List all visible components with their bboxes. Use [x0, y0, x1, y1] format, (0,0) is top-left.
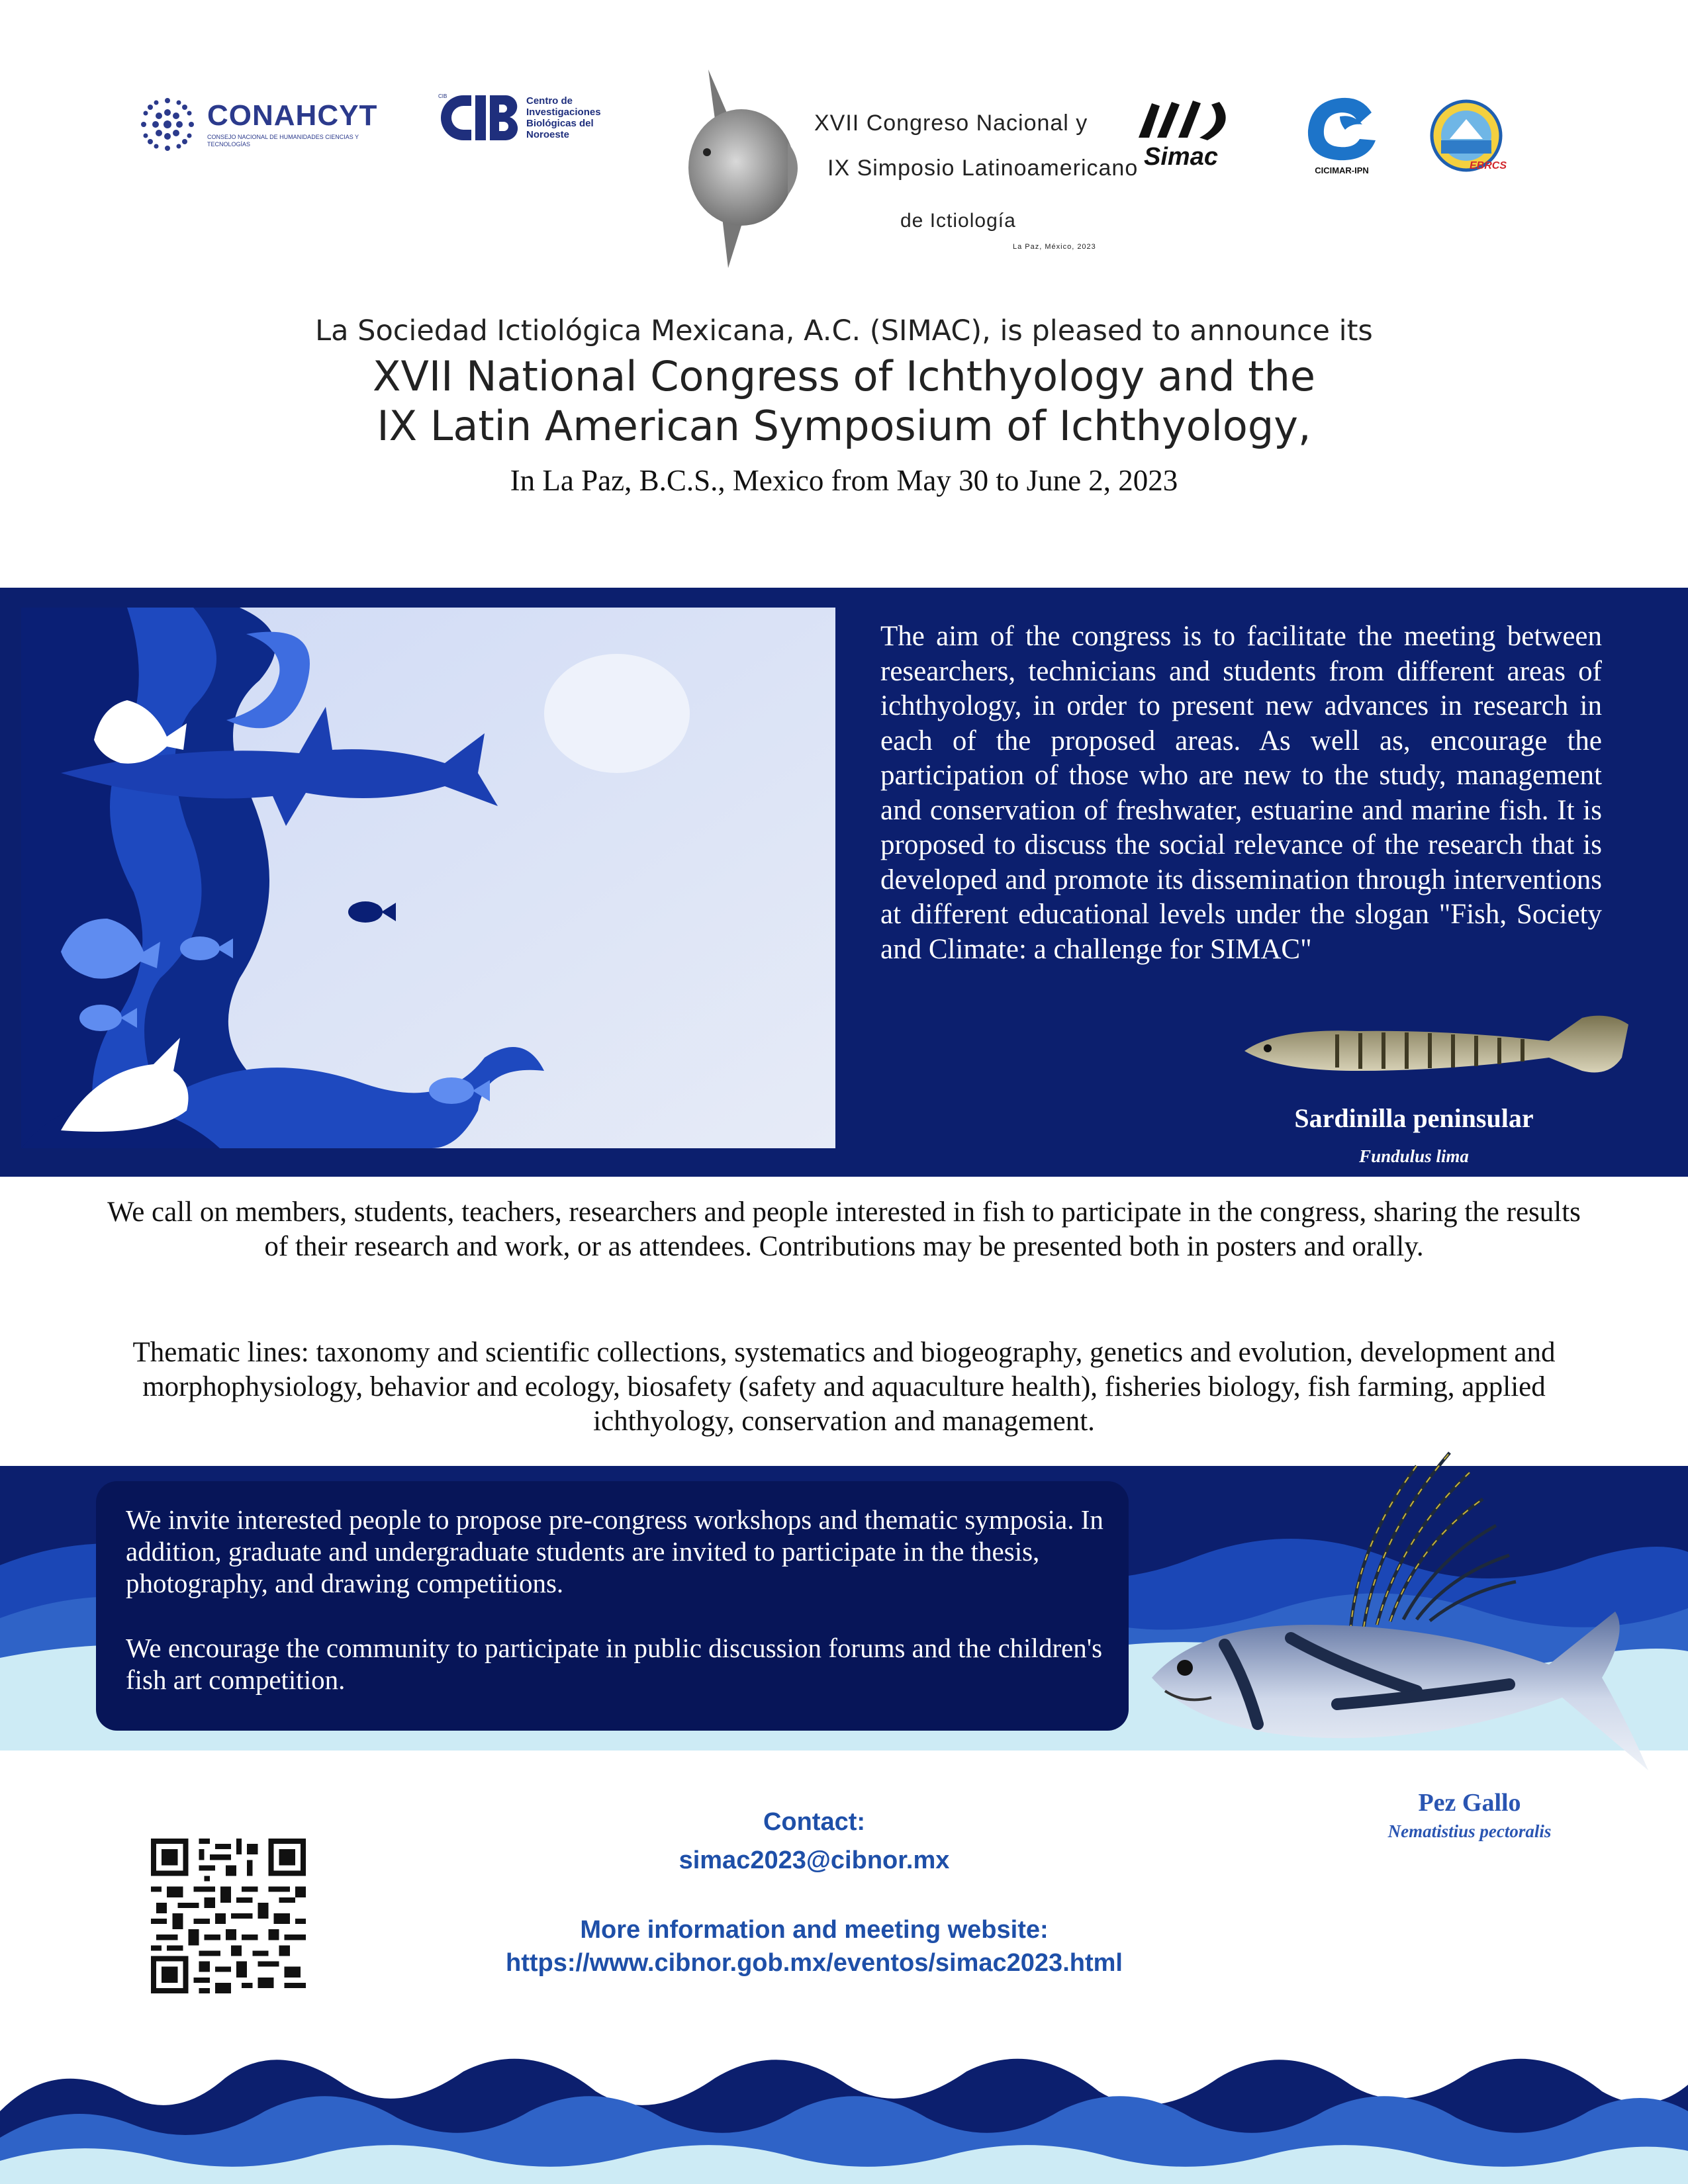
ebs-logo	[1430, 99, 1509, 179]
more-info-label: More information and meeting website:	[580, 1916, 1049, 1944]
dateline: In La Paz, B.C.S., Mexico from May 30 to June 2, 2023	[510, 464, 1178, 497]
bottom-waves-decoration	[0, 2038, 1688, 2184]
sardinilla-name: Sardinilla peninsular	[1294, 1103, 1534, 1133]
cib-mark: CIB	[438, 93, 447, 99]
intro-line: La Sociedad Ictiológica Mexicana, A.C. (SIMAC), is pleased to announce its	[315, 314, 1373, 347]
congress-line3: de Ictiología	[900, 210, 1016, 232]
cib-logo	[437, 91, 622, 158]
congress-line2: IX Simposio Latinoamericano	[827, 156, 1139, 181]
conahcyt-subtitle: CONSEJO NACIONAL DE HUMANIDADES CIENCIAS Y TECNOLOGÍAS	[207, 134, 359, 148]
sardinilla-fish-icon	[1238, 1005, 1635, 1091]
contact-email-link[interactable]: simac2023@cibnor.mx	[679, 1846, 950, 1874]
simac-text: Simac	[1144, 143, 1218, 171]
congress-line1: XVII Congreso Nacional y	[814, 111, 1088, 136]
conahcyt-name: CONAHCYT	[207, 99, 378, 132]
simac-fish-icon	[1125, 98, 1238, 144]
pez-gallo-scientific-name: Nematistius pectoralis	[1387, 1821, 1552, 1841]
thematic-paragraph: Thematic lines: taxonomy and scientific collections, systematics and biogeography, genetics and evolution, development and morphophysiology, behavior and ecology, biosafety (safety and aquaculture health), fisheries biology, fish farming, applied ichthyology, conservation and management.	[132, 1337, 1556, 1437]
qr-code-icon[interactable]	[151, 1839, 306, 1993]
invite-paragraph-2: We encourage the community to participate in public discussion forums and the children's fish art competition.	[126, 1633, 1103, 1695]
call-paragraph: We call on members, students, teachers, researchers and people interested in fish to participate in the congress, sharing the results of their research and work, or as attendees. Contributions may be presented both in posters and orally.	[107, 1197, 1581, 1262]
invite-paragraph-1: We invite interested people to propose pre-congress workshops and thematic symposia. In addition, graduate and undergraduate students are invited to participate in the thesis, photography, and drawing competitions.	[126, 1504, 1103, 1598]
conahcyt-dots-icon	[136, 93, 199, 156]
title-line1: XVII National Congress of Ichthyology and the	[372, 352, 1316, 400]
pez-gallo-fish-icon	[1139, 1413, 1668, 1797]
title-line2: IX Latin American Symposium of Ichthyology,	[377, 402, 1311, 450]
simac-logo	[1125, 98, 1238, 177]
aim-band	[0, 588, 1688, 1177]
fish-paper-art-icon	[21, 608, 835, 1148]
cib-mark-icon	[437, 91, 523, 144]
cicimar-logo	[1299, 94, 1385, 180]
congress-place: La Paz, México, 2023	[1013, 243, 1096, 251]
sunfish-icon	[682, 69, 808, 275]
aim-paragraph: The aim of the congress is to facilitate the meeting between researchers, technicians and students from different areas of ichthyology, in order to present new advances in research in each of the proposed areas. As well as, encourage the participation of those who are new to the study, management and conservation of freshwater, estuarine and marine fish. It is proposed to discuss the social relevance of the research that is developed and promote its dissemination through interventions at different educational levels under the slogan "Fish, Society and Climate: a challenge for SIMAC"	[880, 621, 1602, 965]
contact-label: Contact:	[763, 1808, 866, 1836]
congress-logo	[682, 69, 1139, 278]
pez-gallo-name: Pez Gallo	[1418, 1789, 1521, 1817]
sardinilla-scientific-name: Fundulus lima	[1359, 1146, 1469, 1166]
conahcyt-logo	[136, 93, 387, 159]
ebs-text: EBRCS	[1470, 160, 1507, 171]
website-link[interactable]: https://www.cibnor.gob.mx/eventos/simac2023.html	[506, 1949, 1123, 1977]
cib-text: Centro de Investigaciones Biológicas del Noroeste	[526, 95, 601, 140]
cicimar-wave-icon	[1299, 94, 1385, 163]
cicimar-text: CICIMAR-IPN	[1315, 165, 1369, 175]
